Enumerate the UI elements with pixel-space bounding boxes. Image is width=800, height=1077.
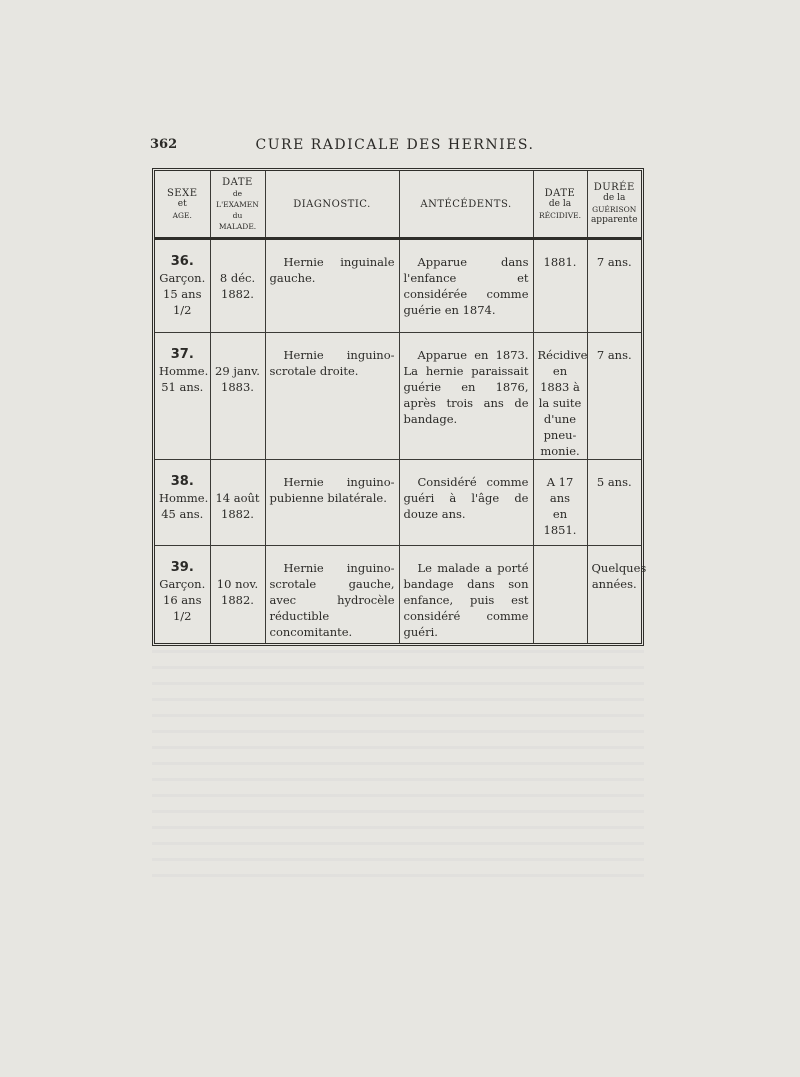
- cell-date-examen: 14 août 1882.: [210, 460, 265, 546]
- column-header-duree: DURÉE de la GUÉRISON apparente: [587, 171, 641, 239]
- column-header-antecedents: ANTÉCÉDENTS.: [399, 171, 533, 239]
- page-number: 362: [150, 137, 178, 152]
- hernia-table-frame: [152, 168, 647, 646]
- cell-antecedents: Le malade a porté bandage dans son enfance, puis est considéré comme guéri.: [399, 546, 533, 644]
- table-header-row: [155, 171, 641, 239]
- cell-duree: 7 ans.: [587, 239, 641, 333]
- cell-sexe: 36. Garçon. 15 ans 1/2: [155, 239, 210, 333]
- cell-diagnostic: Hernie inguino-scrotale gauche, avec hydrocèle réductible concomitante.: [265, 546, 399, 644]
- cell-antecedents: Apparue dans l'enfance et considérée comme guérie en 1874.: [399, 239, 533, 333]
- running-title: CURE RADICALE DES HERNIES.: [255, 137, 535, 153]
- cell-date-recidive: 1881.: [533, 239, 587, 333]
- cell-sexe: 39. Garçon. 16 ans 1/2: [159, 560, 206, 623]
- column-header-diagnostic: DIAGNOSTIC.: [265, 171, 399, 239]
- cell-date-recidive: Récidive en 1883 à la suite d'une pneu- monie.: [533, 333, 587, 460]
- cell-date-recidive: [533, 546, 587, 644]
- page-header: [150, 137, 640, 157]
- cell-sexe: 37. Homme. 51 ans.: [155, 333, 210, 460]
- cell-sexe: 38. Homme. 45 ans.: [155, 460, 210, 546]
- cell-duree: 5 ans.: [587, 460, 641, 546]
- cell-antecedents: Apparue en 1873. La hernie paraissait guérie en 1876, après trois ans de bandage.: [399, 333, 533, 460]
- column-header-date-recidive: DATE de la RÉCIDIVE.: [533, 171, 587, 239]
- cell-diagnostic: Hernie inguinale gauche.: [265, 239, 399, 333]
- cell-date-recidive: A 17 ans en 1851.: [533, 460, 587, 546]
- cell-date-examen: 8 déc. 1882.: [210, 239, 265, 333]
- table-row: [155, 239, 641, 333]
- hernia-table: [155, 171, 647, 643]
- cell-duree: Quelques années.: [587, 546, 641, 644]
- cell-date-examen: 29 janv. 1883.: [210, 333, 265, 460]
- cell-diagnostic: Hernie inguino-pubienne bilatérale.: [265, 460, 399, 546]
- show-through-bleed: [152, 650, 644, 880]
- cell-duree: 7 ans.: [587, 333, 641, 460]
- table-row: [155, 333, 641, 460]
- column-header-date-examen: DATE de L'EXAMEN du MALADE.: [210, 171, 265, 239]
- table-row: [155, 546, 641, 644]
- table-row: [155, 460, 641, 546]
- cell-antecedents: Considéré comme guéri à l'âge de douze ans.: [399, 460, 533, 546]
- column-header-sexe: SEXE et AGE.: [155, 171, 210, 239]
- cell-date-examen: 10 nov. 1882.: [210, 546, 265, 644]
- cell-diagnostic: Hernie inguino-scrotale droite.: [265, 333, 399, 460]
